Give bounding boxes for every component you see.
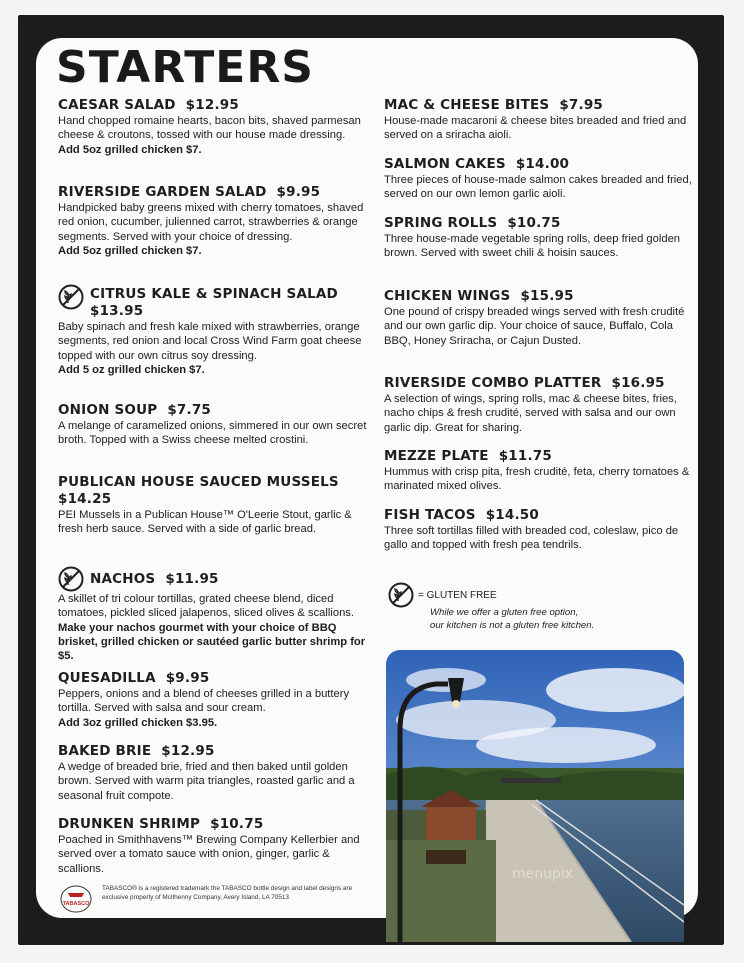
item-description: Three pieces of house-made salmon cakes breaded and fried, served on our own lemon garlic aioli. [384,174,692,201]
item-title [384,156,694,173]
item-title [58,474,368,508]
item-price: $14.50 [485,507,539,523]
item-price: $10.75 [210,816,264,832]
menu-item-mezze-plate [384,448,694,494]
item-description: A wedge of breaded brie, fried and then baked until golden brown. Served with warm pita triangles, roasted garlic and a seasonal fruit compote. [58,761,355,802]
item-name: ONION SOUP [58,402,158,418]
item-name: BAKED BRIE [58,743,152,759]
gluten-free-label: = GLUTEN FREE [418,589,497,601]
item-description: Baby spinach and fresh kale mixed with strawberries, orange segments, red onion and local Cross Wind Farm goat cheese topped with our own citrus soy dressing. [58,321,362,362]
gluten-free-legend [388,582,497,608]
item-name: MAC & CHEESE BITES [384,97,550,113]
menu-item-chicken-wings [384,288,694,348]
item-price: $11.75 [498,448,552,464]
item-price: $11.95 [165,571,219,587]
menu-item-fish-tacos [384,507,694,553]
item-price: $14.00 [515,156,570,172]
item-title [58,568,368,592]
menu-item-riverside-garden-salad [58,184,368,258]
item-description: A skillet of tri colour tortillas, grated cheese blend, diced tomatoes, pickled sliced jalapenos, sliced olives & scallions. [58,593,354,620]
item-description: House-made macaroni & cheese bites breaded and fried and served on a sriracha aioli. [384,115,687,142]
item-description: PEI Mussels in a Publican House™ O'Leerie Stout, garlic & fresh herb sauce. Served with a side of garlic bread. [58,509,352,536]
item-title [384,375,694,392]
tabasco-logo [60,884,92,914]
item-name: SPRING ROLLS [384,215,498,231]
item-price: $9.95 [276,184,321,200]
item-price: $16.95 [611,375,665,391]
item-price: $10.75 [507,215,561,231]
item-title [58,184,368,201]
item-price: $12.95 [185,97,239,113]
item-title [58,286,368,320]
item-title [58,97,368,114]
item-description: Poached in Smithhavens™ Brewing Company Kellerbier and served over a tomato sauce with onion, ginger, garlic & scallions. [58,834,360,875]
gluten-free-note-line: our kitchen is not a gluten free kitchen. [430,620,595,631]
item-title [384,507,694,524]
menu-item-mac-cheese-bites [384,97,694,143]
menu-item-riverside-combo-platter [384,375,694,435]
item-title [58,402,368,419]
item-description: A melange of caramelized onions, simmered in our own secret broth. Topped with a Swiss cheese melted crostini. [58,420,367,447]
menu-item-drunken-shrimp [58,816,368,876]
item-name: RIVERSIDE COMBO PLATTER [384,375,602,391]
item-name: PUBLICAN HOUSE SAUCED MUSSELS [58,474,339,490]
item-description: Three soft tortillas filled with breaded cod, coleslaw, pico de gallo and topped with fresh pea tendrils. [384,525,679,552]
item-description: Handpicked baby greens mixed with cherry tomatoes, shaved red onion, cucumber, julienned carrot, strawberries & orange segments. Served with your choice of dressing. [58,202,364,243]
item-description: Hand chopped romaine hearts, bacon bits, shaved parmesan cheese & croutons, tossed with our house made dressing. [58,115,361,142]
gluten-free-note-line: While we offer a gluten free option, [430,607,579,618]
river-scene-illustration [386,650,684,942]
page-title: STARTERS [56,42,314,93]
menu-item-quesadilla [58,670,368,730]
item-price: $14.25 [58,491,112,507]
item-addon: Add 5oz grilled chicken $7. [58,244,202,257]
item-name: MEZZE PLATE [384,448,489,464]
svg-text:TABASCO: TABASCO [62,901,90,907]
item-price: $7.75 [167,402,212,418]
menu-item-citrus-kale-salad [58,286,368,377]
item-addon: Make your nachos gourmet with your choice of BBQ brisket, grilled chicken or sautéed garlic butter shrimp for $5. [58,621,366,663]
item-price: $15.95 [520,288,574,304]
item-title [384,97,694,114]
menu-item-salmon-cakes [384,156,694,202]
item-name: CHICKEN WINGS [384,288,511,304]
menu-item-baked-brie [58,743,368,803]
item-name: CAESAR SALAD [58,97,176,113]
watermark: menupix [512,866,574,882]
item-title [384,288,694,305]
menu-item-onion-soup [58,402,368,448]
item-title [58,743,368,760]
item-description: Peppers, onions and a blend of cheeses grilled in a buttery tortilla. Served with salsa and sour cream. [58,688,350,715]
item-name: FISH TACOS [384,507,476,523]
gluten-free-icon [58,284,84,310]
item-description: Three house-made vegetable spring rolls, deep fried golden brown. Served with sweet chili & hoisin sauces. [384,233,681,260]
gluten-free-icon [58,566,84,592]
item-price: $9.95 [165,670,210,686]
item-name: CITRUS KALE & SPINACH SALAD [90,286,338,302]
item-name: RIVERSIDE GARDEN SALAD [58,184,267,200]
river-boardwalk-photo [386,650,684,942]
item-description: One pound of crispy breaded wings served with fresh crudité and our own garlic dip. Your choice of sauce, Buffalo, Cola BBQ, Honey Sriracha, or Cajun Dusted. [384,306,685,347]
item-name: SALMON CAKES [384,156,506,172]
item-name: QUESADILLA [58,670,156,686]
item-title [58,816,368,833]
item-price: $12.95 [161,743,215,759]
item-addon: Add 5oz grilled chicken $7. [58,143,202,156]
menu-item-publican-mussels [58,474,368,537]
item-description: A selection of wings, spring rolls, mac & cheese bites, fries, nacho chips & fresh crudité, served with salsa and our own garlic dip. Great for sharing. [384,393,677,434]
trademark-notice: TABASCO® is a registered trademark the TABASCO bottle design and label designs are exclusive property of McIlhenny Company, Avery Island, LA 70513 [102,885,353,901]
item-addon: Add 5 oz grilled chicken $7. [58,363,205,376]
menu-item-caesar-salad [58,97,368,157]
item-description: Hummus with crisp pita, fresh crudité, feta, cherry tomatoes & marinated mixed olives. [384,466,690,493]
menu-item-nachos [58,568,368,663]
item-addon: Add 3oz grilled chicken $3.95. [58,716,218,729]
item-title [384,215,694,232]
item-name: NACHOS [90,571,156,587]
item-price: $7.95 [559,97,604,113]
gluten-free-icon [388,582,414,608]
item-title [58,670,368,687]
item-price: $13.95 [90,303,144,319]
menu-item-spring-rolls [384,215,694,261]
item-title [384,448,694,465]
item-name: DRUNKEN SHRIMP [58,816,201,832]
gluten-free-note [430,606,594,632]
